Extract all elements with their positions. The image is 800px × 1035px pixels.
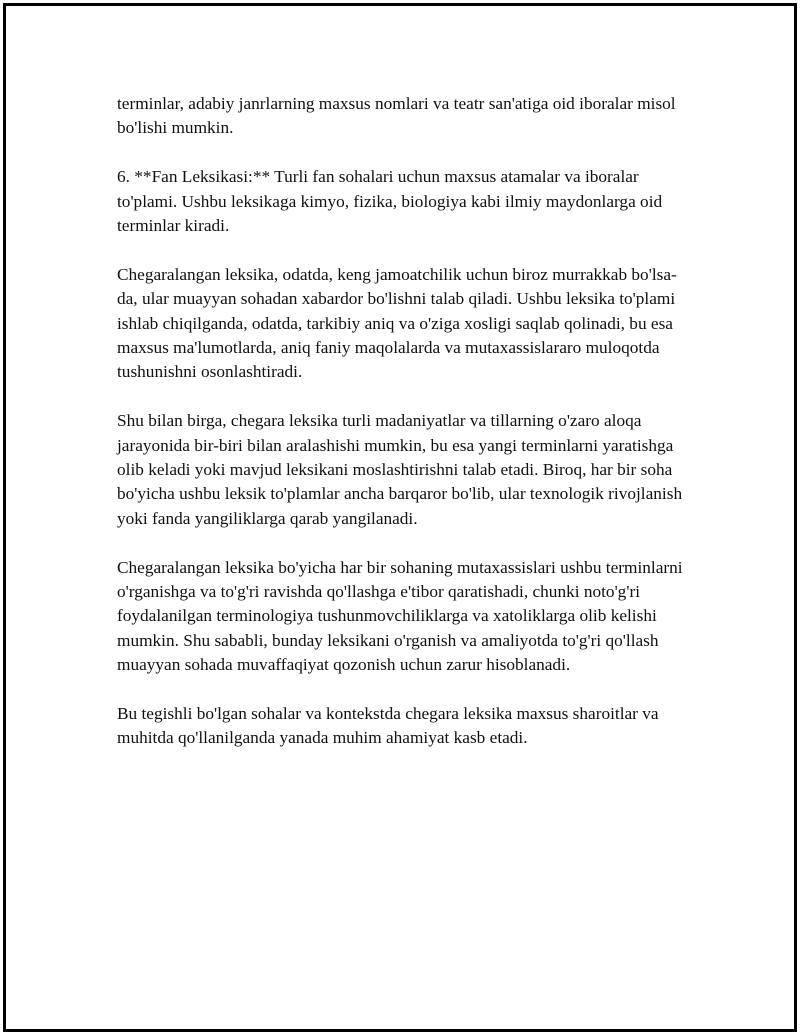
paragraph-fan-leksikasi: 6. **Fan Leksikasi:** Turli fan sohalari uchun maxsus atamalar va iboralar to'plami. Ushbu leksikaga kimyo, fizika, biologiya kabi ilmiy maydonlarga oid terminlar kiradi. [117, 167, 663, 236]
paragraph-continuation: terminlar, adabiy janrlarning maxsus nomlari va teatr san'atiga oid iboralar misol bo'lishi mumkin. [117, 94, 676, 138]
paragraph-shu-bilan-birga: Shu bilan birga, chegara leksika turli madaniyatlar va tillarning o'zaro aloqa jarayonida bir-biri bilan aralashishi mumkin, bu esa yangi terminlarni yaratishga olib keladi yoki mavjud leksikani moslashtirishni talab etadi. Biroq, har bir soha bo'yicha ushbu leksik to'plamlar ancha barqaror bo'lib, ular texnologik rivojlanish yoki fanda yangiliklarga qarab yangilanadi. [117, 411, 683, 528]
paragraph-conclusion: Bu tegishli bo'lgan sohalar va kontekstda chegara leksika maxsus sharoitlar va muhitda qo'llanilganda yanada muhim ahamiyat kasb etadi. [117, 704, 659, 748]
document-body [117, 92, 685, 775]
paragraph-chegaralangan-leksika: Chegaralangan leksika, odatda, keng jamoatchilik uchun biroz murrakkab bo'lsa-da, ular muayyan sohadan xabardor bo'lishni talab qiladi. Ushbu leksika to'plami ishlab chiqilganda, odatda, tarkibiy aniq va o'ziga xosligi saqlab qolinadi, bu esa maxsus ma'lumotlarda, aniq faniy maqolalarda va mutaxassislararo muloqotda tushunishni osonlashtiradi. [117, 264, 677, 382]
paragraph-mutaxassislar: Chegaralangan leksika bo'yicha har bir sohaning mutaxassislari ushbu terminlarni o'rganishga va to'g'ri ravishda qo'llashga e'tibor qaratishadi, chunki noto'g'ri foydalanilgan terminologiya tushunmovchiliklarga va xatoliklarga olib kelishi mumkin. Shu sababli, bunday leksikani o'rganish va amaliyotda to'g'ri qo'llash muayyan sohada muvaffaqiyat qozonish uchun zarur hisoblanadi. [117, 557, 683, 675]
